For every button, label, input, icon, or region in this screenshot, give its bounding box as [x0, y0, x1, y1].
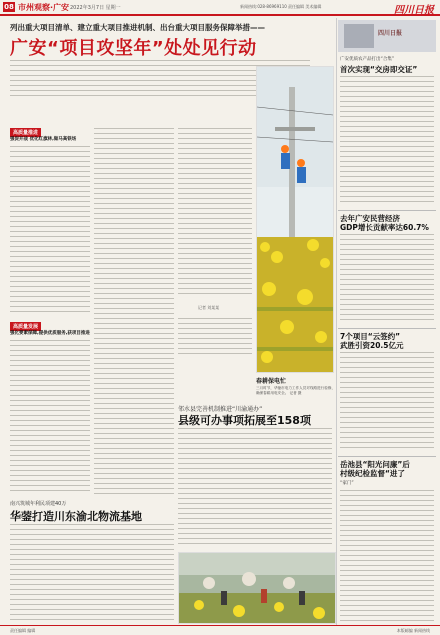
right-headline-1: 首次实现“交房即交证”	[340, 65, 418, 74]
right-article-4	[340, 490, 434, 622]
rural-photo-illustration	[179, 553, 335, 623]
main-headline: 广安“项目攻坚年”处处见行动	[10, 38, 257, 59]
right-article-1	[340, 76, 434, 206]
rural-scene-photo	[178, 552, 336, 624]
column-divider	[336, 18, 337, 626]
photo-illustration	[257, 67, 333, 372]
right-divider-1	[338, 210, 436, 211]
footer-right: 本版邮编 新闻热线	[396, 628, 430, 633]
article-column-5	[178, 318, 252, 358]
photo-caption: 三月时节，华蓥市电力工作人员对线路进行检修，确保春耕用电安全。 记者 摄	[256, 386, 336, 395]
subhead-a: 强促开战 优化红旗林,做马高铁场	[10, 137, 77, 142]
footer-left: 责任编辑 编辑	[10, 628, 36, 633]
main-byline: 记者 刘某某	[198, 305, 220, 310]
huaying-headline: 华蓥打造川东渝北物流基地	[10, 510, 142, 523]
page-number: 08	[4, 3, 14, 11]
power-worker-photo	[256, 66, 334, 373]
article-column-4	[178, 128, 252, 298]
huaying-article-text	[10, 524, 174, 624]
right-headline-4: 岳池县“阳光问廉”后 村级纪检监督“进了	[340, 460, 410, 478]
huaying-kicker: 南兴筑城年利民项建40万	[10, 501, 67, 507]
right-kicker-1: 广安优质农产品打出“合集”	[340, 57, 395, 62]
right-headline-2: 去年广安民营经济 GDP增长贡献率达60.7%	[340, 214, 429, 232]
article-column-2	[10, 340, 90, 495]
page-footer	[0, 625, 440, 635]
right-divider-3	[338, 456, 436, 457]
page-header	[0, 0, 440, 16]
right-article-2	[340, 234, 434, 324]
section-title: 市州观察·广安	[18, 3, 70, 12]
paper-logo: 四川日报	[394, 5, 434, 16]
photo-title: 春耕保电忙	[256, 378, 287, 385]
lingshui-headline: 县级可办事项拓展至158项	[178, 414, 311, 427]
right-divider-2	[338, 328, 436, 329]
main-kicker: 列出重大项目清单、建立重大项目推进机制、出台重大项目服务保障举措——	[10, 23, 265, 32]
article-column-3	[94, 128, 174, 495]
right-column-banner	[338, 20, 436, 52]
right-banner-title: 四川日报	[378, 30, 403, 37]
article-column-1	[10, 146, 90, 316]
right-headline-3: 7个项目“云签约” 武胜引资20.5亿元	[340, 332, 404, 350]
right-sub-4: “家门”	[340, 481, 354, 486]
lingshui-kicker: 邻水县完善机制推进“川渝通办”	[178, 406, 263, 413]
section-label-b: 高质量发展	[10, 322, 41, 331]
lingshui-article-text	[178, 428, 332, 548]
issue-date: 2022年3月7日 星期一	[70, 5, 121, 11]
section-label-a: 高质量推进	[10, 128, 41, 137]
right-article-3	[340, 352, 434, 452]
contact-line: 新闻热线:028-86969110 责任编辑 美术编辑	[240, 4, 322, 9]
subhead-b: 强化要素保障,提供优质服务,获项目推进	[10, 331, 90, 336]
